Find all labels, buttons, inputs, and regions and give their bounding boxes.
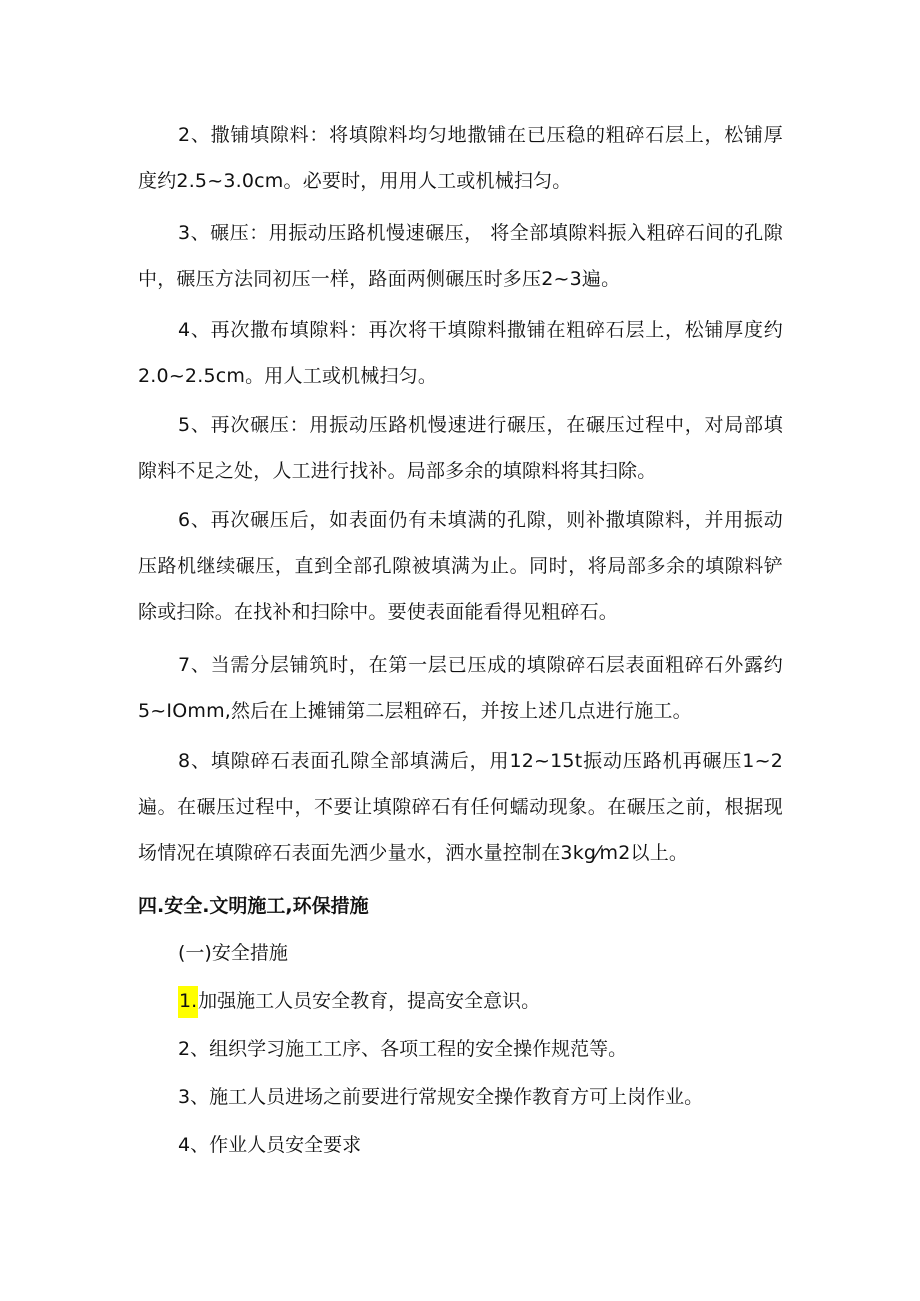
safety-item-1	[178, 978, 540, 1024]
safety-item-1-text: 加强施工人员安全教育，提高安全意识。	[198, 990, 541, 1012]
safety-item-3: 3、施工人员进场之前要进行常规安全操作教育方可上岗作业。	[178, 1086, 704, 1108]
subsection-heading: (一)安全措施	[178, 942, 288, 964]
safety-item-4: 4、作业人员安全要求	[178, 1134, 362, 1156]
paragraph-after-recompaction: 6、再次碾压后，如表面仍有未填满的孔隙，则补撒填隙料，并用振动压路机继续碾压，直到全部孔隙被填满为止。同时，将局部多余的填隙料铲除或扫除。在找补和扫除中。要使表面能看得见粗碎石。	[138, 509, 783, 623]
paragraph-recompaction: 5、再次碾压：用振动压路机慢速进行碾压，在碾压过程中，对局部填隙料不足之处，人工进行找补。局部多余的填隙料将其扫除。	[138, 414, 783, 482]
paragraph-compaction: 3、碾压：用振动压路机慢速碾压， 将全部填隙料振入粗碎石间的孔隙中，碾压方法同初压一样，路面两侧碾压时多压2~3遍。	[138, 222, 783, 290]
paragraph-layered-paving: 7、当需分层铺筑时，在第一层已压成的填隙碎石层表面粗碎石外露约5~IOmm,然后在上摊铺第二层粗碎石，并按上述几点进行施工。	[138, 654, 783, 722]
paragraph-spread-filler: 2、撒铺填隙料：将填隙料均匀地撒铺在已压稳的粗碎石层上，松铺厚度约2.5~3.0cm。必要时，用用人工或机械扫匀。	[138, 124, 783, 192]
paragraph-respread-filler: 4、再次撒布填隙料：再次将干填隙料撒铺在粗碎石层上，松铺厚度约2.0~2.5cm。用人工或机械扫匀。	[138, 319, 783, 387]
safety-item-2: 2、组织学习施工工序、各项工程的安全操作规范等。	[178, 1038, 628, 1060]
paragraph-final-rolling: 8、填隙碎石表面孔隙全部填满后，用12~15t振动压路机再碾压1~2遍。在碾压过程中，不要让填隙碎石有任何蠕动现象。在碾压之前，根据现场情况在填隙碎石表面先洒少量水，洒水量控制在3kg⁄m2以上。	[138, 750, 783, 864]
section-heading: 四.安全.文明施工,环保措施	[138, 895, 369, 917]
highlighted-item-number: 1.	[178, 986, 198, 1018]
